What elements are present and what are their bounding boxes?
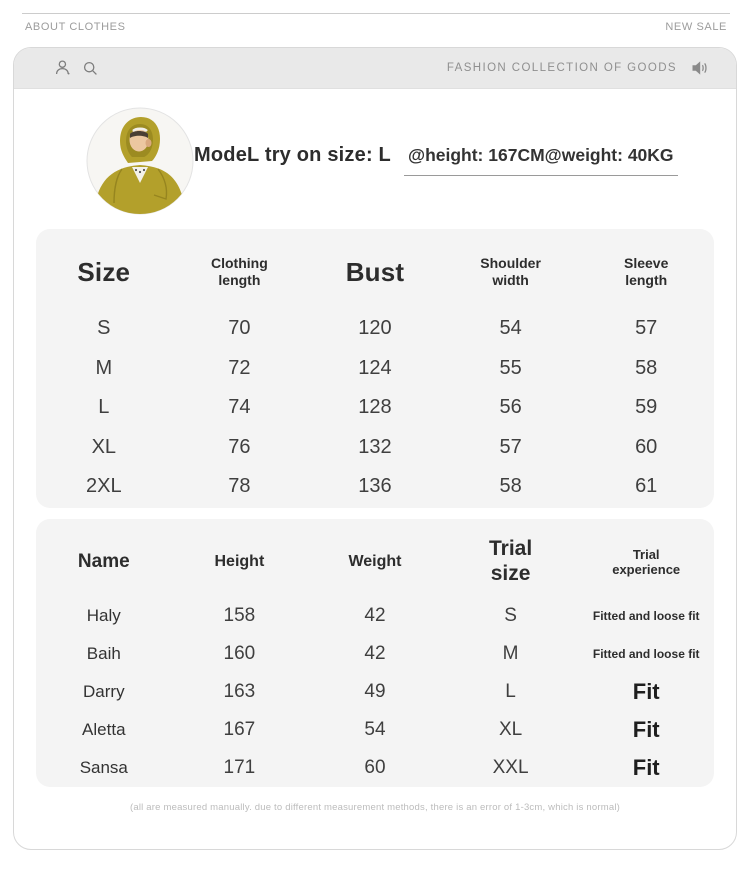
size-table-header-3: Shoulder width [480,255,541,288]
size-table-cell-r2-c0: L [98,396,110,419]
nav-link-new-sale[interactable]: NEW SALE [665,21,727,33]
size-table-cell-r1-c1: 72 [228,356,251,379]
header-bar [14,48,736,89]
trial-table [36,519,714,787]
trial-table-header-4: Trial experience [612,546,681,577]
model-photo [86,107,194,215]
size-table-cell-r2-c3: 56 [499,396,522,419]
nav-link-about-clothes[interactable]: ABOUT CLOTHES [25,21,126,33]
trial-table-cell-r2-c0: Darry [83,682,125,701]
measurement-disclaimer: (all are measured manually. due to different measurement methods, there is an error of 1-3cm, which is normal) [130,802,620,813]
size-table-cell-r1-c2: 124 [358,356,392,379]
size-table-cell-r4-c4: 61 [635,475,658,498]
trial-table-panel [36,519,714,787]
trial-table-cell-r3-c2: 54 [364,719,386,740]
model-stats-label: @height: 167CM@weight: 40KG [404,145,678,176]
trial-table-cell-r3-c1: 167 [223,719,256,740]
trial-table-cell-r3-c3: XL [498,719,523,740]
trial-table-cell-r3-c0: Aletta [82,720,126,739]
trial-table-cell-r1-c4: Fitted and loose fit [592,646,700,661]
trial-table-cell-r0-c2: 42 [364,605,386,626]
trial-table-cell-r4-c3: XXL [492,757,529,778]
size-table-cell-r4-c1: 78 [228,475,251,498]
trial-table-cell-r4-c0: Sansa [79,758,128,777]
size-table-header-2: Bust [345,256,405,287]
trial-table-cell-r2-c4: Fit [632,679,660,704]
trial-table-cell-r4-c4: Fit [632,755,660,780]
size-table-cell-r4-c3: 58 [499,475,522,498]
size-table-cell-r3-c0: XL [91,435,117,458]
size-table [36,229,714,507]
user-icon[interactable] [54,59,72,77]
trial-table-cell-r4-c1: 171 [223,757,256,778]
trial-table-header-0: Name [77,550,130,572]
collection-title: FASHION COLLECTION OF GOODS [446,62,677,74]
size-table-cell-r3-c3: 57 [499,435,522,458]
size-table-cell-r1-c0: M [95,356,113,379]
trial-table-cell-r0-c3: S [504,605,517,626]
trial-table-cell-r1-c1: 160 [223,643,256,664]
trial-table-header-1: Height [214,552,265,570]
size-table-cell-r1-c4: 58 [635,356,658,379]
size-table-header-4: Sleeve length [624,255,669,288]
trial-table-cell-r1-c3: M [502,643,519,664]
trial-table-cell-r0-c4: Fitted and loose fit [592,608,700,623]
size-table-cell-r1-c3: 55 [499,356,522,379]
model-try-on-label: ModeL try on size: L [194,144,391,166]
size-table-cell-r0-c4: 57 [635,317,658,340]
search-icon[interactable] [82,60,99,77]
trial-table-header-3: Trial size [488,537,533,585]
trial-table-cell-r0-c0: Haly [86,606,121,625]
trial-table-cell-r3-c4: Fit [632,717,660,742]
size-table-cell-r2-c4: 59 [635,396,658,419]
trial-table-cell-r2-c3: L [505,681,516,702]
size-table-cell-r0-c1: 70 [228,317,251,340]
trial-table-cell-r2-c2: 49 [364,681,386,702]
trial-table-cell-r4-c2: 60 [364,757,386,778]
size-table-panel [36,229,714,508]
size-table-cell-r3-c2: 132 [358,435,392,458]
trial-table-cell-r1-c0: Baih [86,644,121,663]
size-table-header-0: Size [77,256,131,287]
size-table-cell-r0-c3: 54 [499,317,522,340]
trial-table-header-2: Weight [348,552,402,570]
size-table-cell-r2-c1: 74 [228,396,251,419]
trial-table-cell-r2-c1: 163 [223,681,256,702]
content-card [13,47,737,850]
size-table-cell-r4-c0: 2XL [86,475,122,498]
trial-table-cell-r1-c2: 42 [364,643,386,664]
trial-table-cell-r0-c1: 158 [223,605,256,626]
size-table-cell-r2-c2: 128 [358,396,392,419]
size-table-cell-r3-c1: 76 [228,435,251,458]
size-table-cell-r0-c0: S [97,317,111,340]
size-table-cell-r4-c2: 136 [358,475,392,498]
size-table-cell-r3-c4: 60 [635,435,658,458]
top-divider [22,13,730,14]
size-table-header-1: Clothing length [211,255,268,288]
speaker-icon[interactable] [691,60,710,76]
size-table-cell-r0-c2: 120 [358,317,392,340]
